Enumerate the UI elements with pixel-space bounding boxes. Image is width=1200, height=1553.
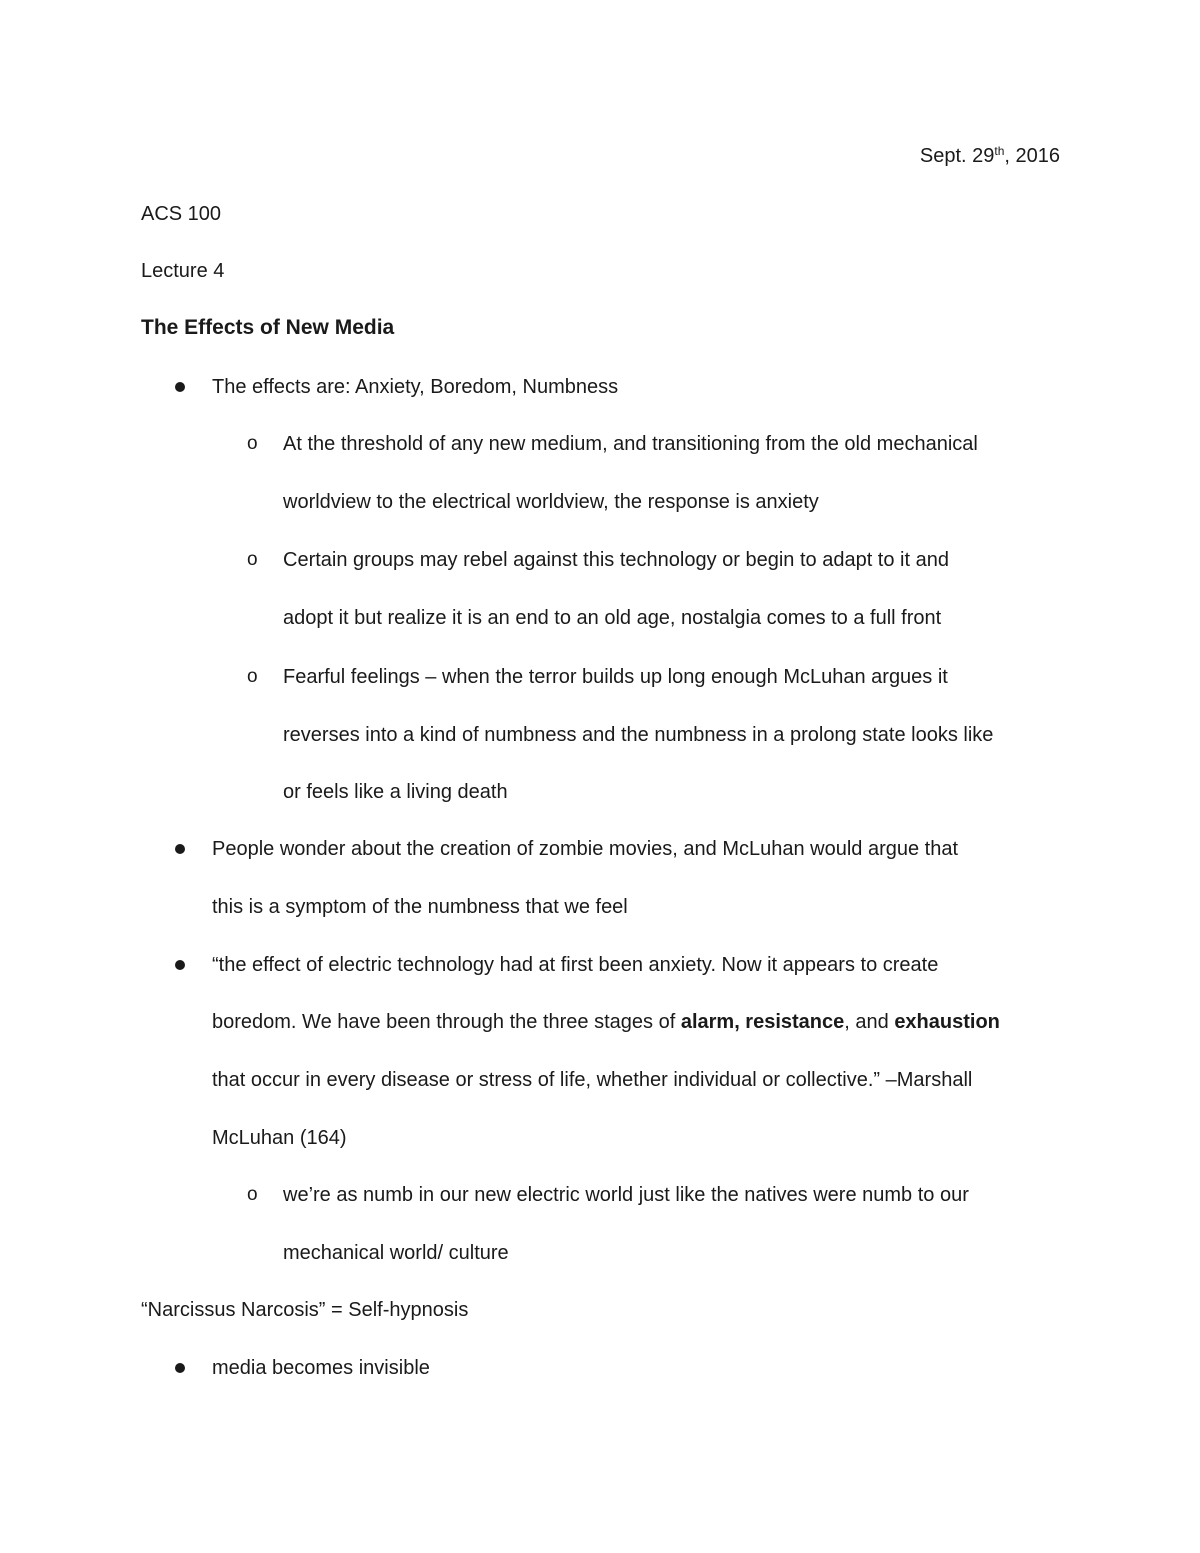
- bullet-icon: [175, 1363, 185, 1373]
- sub-bullet-text-cont: adopt it but realize it is an end to an old age, nostalgia comes to a full front: [283, 607, 942, 629]
- sub-bullet-text-cont: reverses into a kind of numbness and the numbness in a prolong state looks like: [283, 724, 994, 746]
- sub-bullet-text-cont: mechanical world/ culture: [283, 1242, 509, 1264]
- sub-bullet-icon: o: [247, 666, 258, 687]
- date-superscript: th: [994, 144, 1005, 158]
- date-tail: , 2016: [1004, 145, 1060, 167]
- sub-bullet-text: Fearful feelings – when the terror builds up long enough McLuhan argues it: [283, 666, 948, 688]
- bullet-text: media becomes invisible: [212, 1357, 430, 1379]
- quote-bold-terms: alarm, resistance: [680, 1011, 845, 1033]
- sub-bullet-text: we’re as numb in our new electric world just like the natives were numb to our: [283, 1184, 969, 1206]
- quote-bold-term: exhaustion: [894, 1011, 1000, 1033]
- quote-segment: , and: [844, 1011, 895, 1033]
- bullet-icon: [175, 844, 185, 854]
- sub-bullet-text-cont: or feels like a living death: [283, 781, 508, 803]
- course-code: ACS 100: [141, 203, 222, 225]
- lecture-number: Lecture 4: [141, 260, 225, 282]
- sub-bullet-text-cont: worldview to the electrical worldview, the response is anxiety: [283, 491, 819, 513]
- quote-attribution: McLuhan (164): [212, 1127, 347, 1149]
- bullet-text-cont: this is a symptom of the numbness that we feel: [212, 896, 628, 918]
- date-main: Sept. 29: [919, 145, 995, 167]
- sub-bullet-icon: o: [247, 433, 258, 454]
- bullet-text: The effects are: Anxiety, Boredom, Numbness: [212, 376, 619, 398]
- sub-bullet-icon: o: [247, 549, 258, 570]
- section2-title: “Narcissus Narcosis” = Self-hypnosis: [141, 1299, 469, 1321]
- date-line: [920, 144, 1060, 168]
- quote-text: “the effect of electric technology had at first been anxiety. Now it appears to create: [212, 954, 939, 976]
- sub-bullet-icon: o: [247, 1184, 258, 1205]
- bullet-icon: [175, 382, 185, 392]
- sub-bullet-text: At the threshold of any new medium, and transitioning from the old mechanical: [283, 433, 978, 455]
- bullet-icon: [175, 960, 185, 970]
- quote-text-cont: [212, 1010, 1000, 1034]
- quote-segment: boredom. We have been through the three stages of: [212, 1011, 681, 1033]
- bullet-text: People wonder about the creation of zombie movies, and McLuhan would argue that: [212, 838, 959, 860]
- quote-text-cont: that occur in every disease or stress of life, whether individual or collective.” –Marshall: [212, 1069, 973, 1091]
- section-title: The Effects of New Media: [141, 316, 395, 339]
- sub-bullet-text: Certain groups may rebel against this technology or begin to adapt to it and: [283, 549, 949, 571]
